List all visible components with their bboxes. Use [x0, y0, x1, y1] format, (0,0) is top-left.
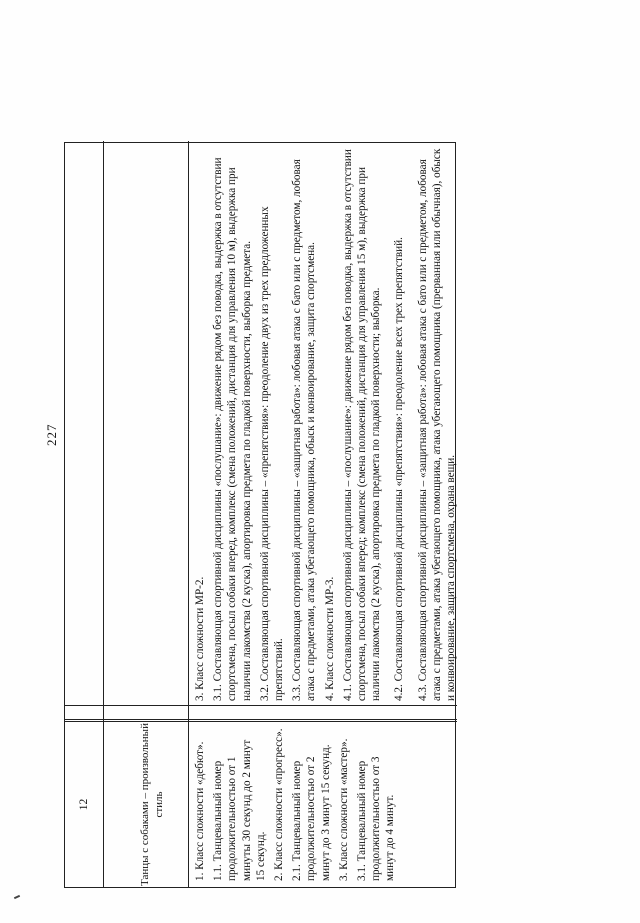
scan-mark: [14, 895, 20, 899]
list-item: 3.1. Танцевальный номер продолжительностью от 3 минут до 4 минут.: [356, 756, 397, 881]
list-item: 3. Класс сложности «мастер».: [337, 738, 350, 881]
list-item: 4. Класс сложности МР-3.: [323, 576, 336, 701]
row-12-content: [193, 726, 455, 881]
discipline-name: Танцы с собаками – произвольный стиль: [139, 723, 165, 886]
list-item: 1.1. Танцевальный номер продолжительностью от 1 минуты 30 секунд до 2 минут 15 секунд.: [212, 739, 267, 881]
list-item: 1. Класс сложности «дебют».: [194, 741, 206, 881]
row-number: 12: [78, 798, 90, 811]
list-item: 2.1. Танцевальный номер продолжительностью от 2 минут до 3 минут 15 секунд.: [291, 744, 332, 881]
disciplines-table: [64, 142, 456, 888]
list-item: 4.3. Составляющая спортивной дисциплины – «защитная работа»: лобовая атака с бато или с предметом, лобовая атака с предметами, атака убегающего помощника, атака убегающего помощника (прерванная или обычная), обыск и конвоирование, защита спортсмена, охрана вещи.: [416, 148, 458, 701]
list-item: 3.3. Составляющая спортивной дисциплины – «защитная работа»: лобовая атака с бато или с предметом, лобовая атака с предметами, атака убегающего помощника, обыск и конвоирование, защита спортсмена.: [291, 159, 318, 701]
column-divider: [103, 141, 104, 887]
list-item: 2. Класс сложности «прогресс».: [273, 728, 286, 881]
list-item: 3.1. Составляющая спортивной дисциплины «послушание»: движение рядом без поводка, выдержка в отсутствии спортсмена, посыл собаки вперед, комплекс (смена положений, дистанция для управления 10 м), выдержка при наличии лакомства (2 куска), апортировка предмета по гладкой поверхности, выборка предмета.: [212, 157, 253, 701]
page-number: 227: [44, 423, 59, 446]
list-item: 3. Класс сложности МР-2.: [194, 576, 206, 701]
column-divider: [188, 141, 189, 887]
list-item: 4.2. Составляющая спортивной дисциплины «препятствия»: преодоление всех трех препятствий.: [393, 237, 406, 701]
row-prev-content: [193, 145, 458, 701]
list-item: 4.1. Составляющая спортивной дисциплины – «послушание»: движение рядом без поводка, выдержка в отсутствии спортсмена, посыл собаки вперед; комплекс (смена положений, дистанция для управления 15 м), выдержка при наличии лакомства (2 куска), апортировка предмета по гладкой поверхности; выборка.: [341, 149, 383, 701]
list-item: 3.2. Составляющая спортивной дисциплины – «препятствия»: преодоление двух из трех предложенных препятствий.: [258, 206, 286, 701]
rotated-table-frame: [64, 142, 456, 888]
row-divider: [65, 705, 457, 706]
